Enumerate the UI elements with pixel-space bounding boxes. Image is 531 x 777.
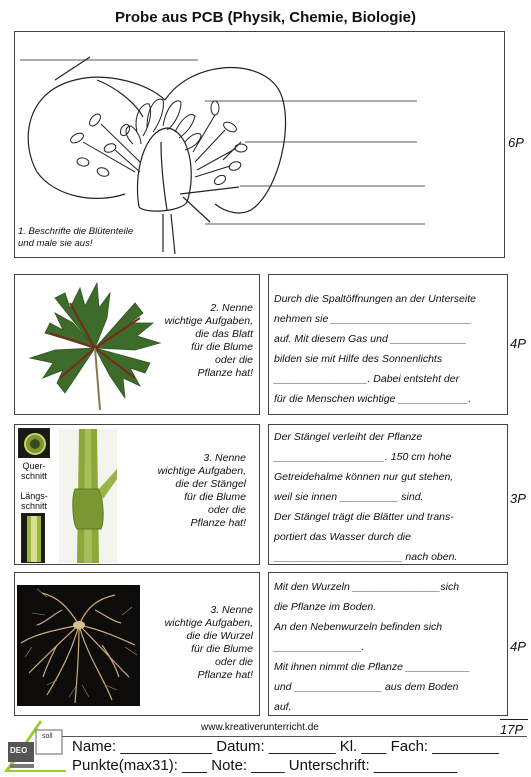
long-section-label: Längs- bbox=[20, 491, 48, 501]
stem-cross-section-image bbox=[18, 428, 50, 458]
leaf-cloze-line: nehmen sie ________________________ bbox=[274, 313, 472, 325]
stem-cloze-line: portiert das Wasser durch die bbox=[274, 531, 411, 543]
logo-text: DEO bbox=[10, 746, 28, 755]
leaf-question-line: wichtige Aufgaben, bbox=[164, 315, 253, 327]
leaf-cloze-line: für die Menschen wichtige ____________. bbox=[274, 393, 472, 405]
leaf-cloze-box bbox=[268, 274, 508, 415]
root-points: 4P bbox=[510, 639, 526, 654]
root-cloze-line: _______________. bbox=[274, 641, 365, 653]
stem-points: 3P bbox=[510, 491, 526, 506]
leaf-cloze-line: Durch die Spaltöffnungen an der Unterseite bbox=[274, 293, 476, 305]
root-cloze-line: An den Nebenwurzeln befinden sich bbox=[274, 621, 443, 633]
website-url: www.kreativerunterricht.de bbox=[201, 722, 319, 733]
footer-rule bbox=[62, 736, 527, 737]
flower-instruction-line2: und male sie aus! bbox=[18, 238, 93, 249]
total-points-underline bbox=[500, 719, 528, 720]
stem-question-line: Pflanze hat! bbox=[190, 517, 246, 529]
cross-section-label: schnitt bbox=[20, 471, 47, 481]
total-points: 17P bbox=[500, 722, 524, 737]
root-cloze-box bbox=[268, 572, 508, 716]
root-image bbox=[17, 585, 140, 706]
stem-cloze-line: ______________________ nach oben. bbox=[274, 551, 458, 563]
leaf-question-line: 2. Nenne bbox=[210, 302, 253, 314]
stem-question-line: wichtige Aufgaben, bbox=[157, 465, 246, 477]
logo-small-text: soll bbox=[42, 733, 53, 740]
root-question-line: wichtige Aufgaben, bbox=[164, 617, 253, 629]
root-question-line: die die Wurzel bbox=[186, 630, 253, 642]
leaf-question-box bbox=[14, 274, 260, 415]
root-cloze-line: Mit den Wurzeln _______________sich bbox=[274, 581, 460, 593]
root-question-line: oder die bbox=[215, 656, 253, 668]
root-question-line: 3. Nenne bbox=[210, 604, 253, 616]
leaf-cloze-line: auf. Mit diesem Gas und _____________ bbox=[274, 333, 467, 345]
root-question-line: Pflanze hat! bbox=[197, 669, 253, 681]
leaf-question-line: die das Blatt bbox=[195, 328, 253, 340]
deo-logo bbox=[2, 718, 68, 774]
stem-question-line: oder die bbox=[208, 504, 246, 516]
root-cloze-line: und _______________ aus dem Boden bbox=[274, 681, 459, 693]
stem-photo bbox=[59, 429, 117, 563]
root-question-box bbox=[14, 572, 260, 716]
footer-name-line: Name: ___________ Datum: ________ Kl. ___ Fach: ________ bbox=[72, 738, 499, 755]
stem-cloze-box bbox=[268, 424, 508, 565]
stem-question-line: die der Stängel bbox=[175, 478, 246, 490]
stem-cloze-line: Getreidehalme können nur gut stehen, bbox=[274, 471, 454, 483]
flower-instruction-line1: 1. Beschrifte die Blütenteile bbox=[18, 226, 134, 237]
long-section-label: schnitt bbox=[20, 501, 47, 511]
root-question-line: für die Blume bbox=[191, 643, 253, 655]
root-cloze-line: die Pflanze im Boden. bbox=[274, 601, 377, 613]
cross-section-label: Quer- bbox=[22, 461, 46, 471]
leaf-question-line: Pflanze hat! bbox=[197, 367, 253, 379]
footer-grade-line: Punkte(max31): ___ Note: ____ Unterschrift: __________ bbox=[72, 757, 458, 774]
flower-points: 6P bbox=[508, 135, 524, 150]
stem-cloze-line: Der Stängel trägt die Blätter und trans- bbox=[274, 511, 454, 523]
stem-cloze-line: weil sie innen __________ sind. bbox=[274, 491, 424, 503]
leaf-cloze-line: bilden sie mit Hilfe des Sonnenlichts bbox=[274, 353, 443, 365]
flower-diagram bbox=[15, 32, 506, 259]
leaf-points: 4P bbox=[510, 336, 526, 351]
stem-question-box bbox=[14, 424, 260, 565]
leaf-question-line: oder die bbox=[215, 354, 253, 366]
stem-question-line: für die Blume bbox=[184, 491, 246, 503]
stem-cloze-line: ___________________. 150 cm hohe bbox=[274, 451, 452, 463]
stem-question-line: 3. Nenne bbox=[203, 452, 246, 464]
page-title: Probe aus PCB (Physik, Chemie, Biologie) bbox=[115, 9, 416, 26]
stem-longitudinal-image bbox=[21, 513, 45, 563]
stem-cloze-line: Der Stängel verleiht der Pflanze bbox=[274, 431, 423, 443]
leaf-question-line: für die Blume bbox=[191, 341, 253, 353]
flower-drawing-box bbox=[14, 31, 505, 258]
root-cloze-line: auf. bbox=[274, 701, 292, 713]
root-cloze-line: Mit ihnen nimmt die Pflanze ___________ bbox=[274, 661, 471, 673]
leaf-cloze-line: ________________. Dabei entsteht der bbox=[274, 373, 460, 385]
